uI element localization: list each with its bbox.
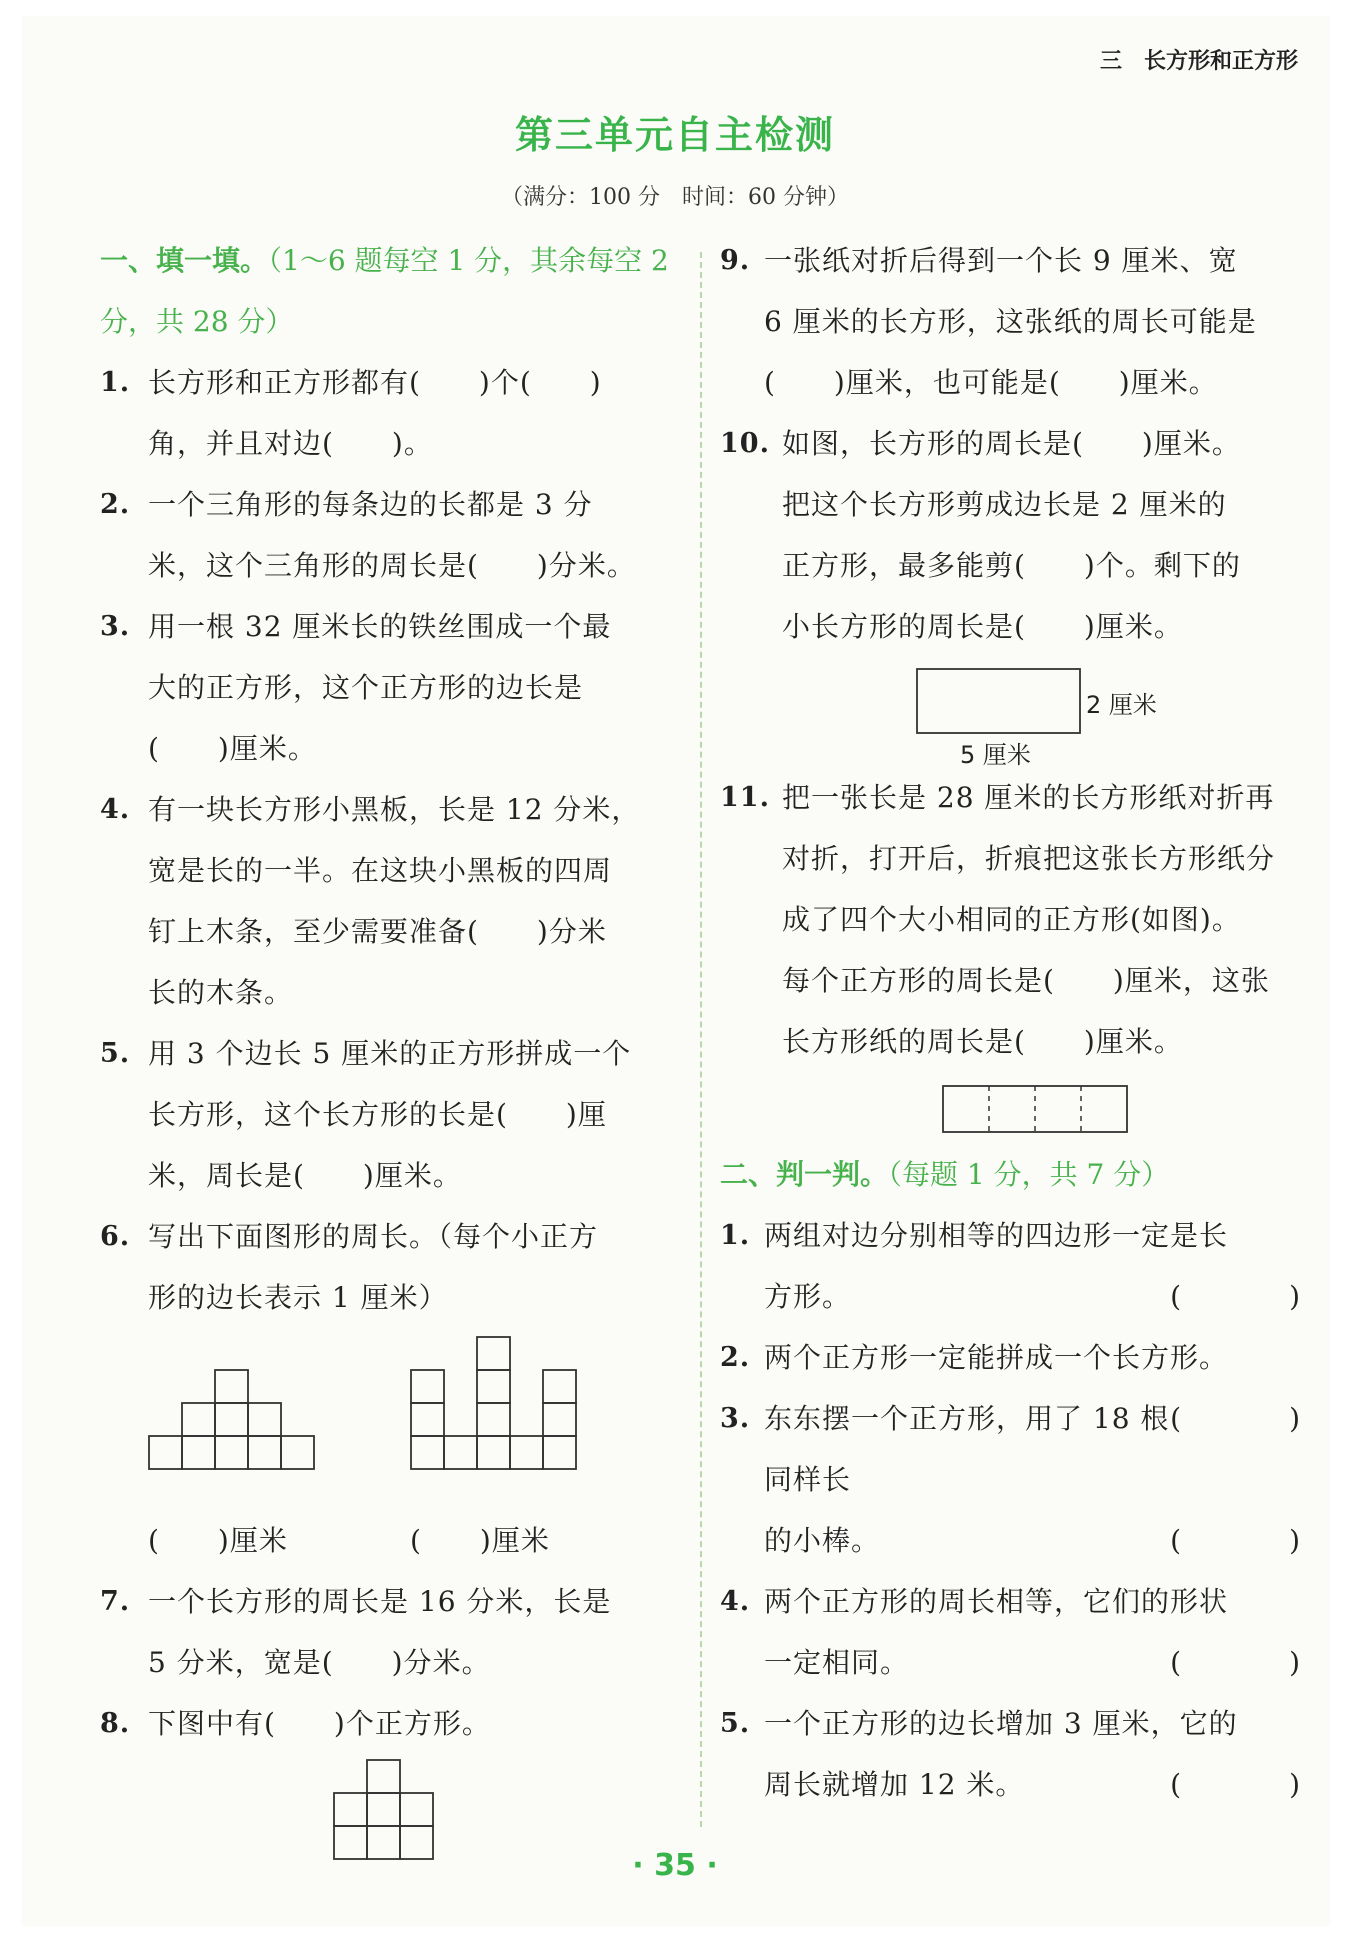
question-number: 1. bbox=[720, 1220, 751, 1251]
question-line: 把这个长方形剪成边长是 2 厘米的 bbox=[782, 488, 1227, 521]
question-9 bbox=[720, 230, 1300, 413]
page-number: · 35 · bbox=[632, 1848, 718, 1883]
column-divider bbox=[700, 252, 702, 1827]
question-line: 一张纸对折后得到一个长 9 厘米、宽 bbox=[764, 244, 1238, 277]
answer-parentheses[interactable]: ( ) bbox=[1170, 1524, 1340, 1557]
question-number: 6. bbox=[100, 1221, 131, 1252]
question-line: 对折，打开后，折痕把这张长方形纸分 bbox=[782, 842, 1276, 875]
question-line: 把一张长是 28 厘米的长方形纸对折再 bbox=[782, 781, 1275, 814]
question-line: 6 厘米的长方形，这张纸的周长可能是 bbox=[764, 305, 1257, 338]
q6-answers bbox=[100, 1510, 685, 1571]
question-line: 用一根 32 厘米长的铁丝围成一个最 bbox=[148, 610, 612, 643]
question-line: 米，周长是( )厘米。 bbox=[148, 1159, 462, 1192]
question-line: 两组对边分别相等的四边形一定是长 bbox=[764, 1219, 1229, 1252]
question-line: 用 3 个边长 5 厘米的正方形拼成一个 bbox=[148, 1037, 632, 1070]
q6-grid-figures bbox=[100, 1328, 685, 1510]
question-line: ( )厘米，也可能是( )厘米。 bbox=[764, 366, 1218, 399]
left-column bbox=[100, 230, 685, 1874]
question-line: 周长就增加 12 米。 ( ) bbox=[764, 1754, 1300, 1815]
question-line: 方形。 ( ) bbox=[764, 1266, 1300, 1327]
q10-figure bbox=[720, 657, 1300, 767]
question-line: 每个正方形的周长是( )厘米，这张 bbox=[782, 964, 1270, 997]
question-5 bbox=[100, 1023, 685, 1206]
question-line: 的小棒。 ( ) bbox=[764, 1510, 1300, 1571]
question-line: 正方形，最多能剪( )个。剩下的 bbox=[782, 549, 1241, 582]
question-line: 两个正方形一定能拼成一个长方形。 bbox=[764, 1341, 1229, 1374]
judge-question-2 bbox=[720, 1327, 1340, 1435]
q10-width-label: 5 厘米 bbox=[960, 741, 1031, 769]
question-line: 长的木条。 bbox=[148, 976, 294, 1009]
question-line: 下图中有( )个正方形。 bbox=[148, 1707, 491, 1740]
question-line: 形的边长表示 1 厘米） bbox=[148, 1281, 448, 1314]
question-line: 成了四个大小相同的正方形(如图)。 bbox=[782, 903, 1241, 936]
question-line: 小长方形的周长是( )厘米。 bbox=[782, 610, 1183, 643]
question-number: 2. bbox=[100, 489, 131, 520]
question-line: 一定相同。 ( ) bbox=[764, 1632, 1300, 1693]
question-line: 角，并且对边( )。 bbox=[148, 427, 433, 460]
question-line: 宽是长的一半。在这块小黑板的四周 bbox=[148, 854, 613, 887]
question-number: 7. bbox=[100, 1586, 131, 1617]
question-number: 2. bbox=[720, 1342, 751, 1373]
question-line: 钉上木条，至少需要准备( )分米 bbox=[148, 915, 607, 948]
q11-folded-paper bbox=[720, 1072, 1300, 1144]
q6-figures bbox=[100, 1328, 685, 1510]
judge-question-1 bbox=[720, 1205, 1340, 1327]
page-title: 第三单元自主检测 bbox=[514, 113, 835, 157]
question-number: 10. bbox=[720, 428, 770, 459]
question-number: 5. bbox=[720, 1708, 751, 1739]
judge-question-3 bbox=[720, 1388, 1340, 1571]
section-fill-in-heading bbox=[100, 230, 685, 352]
q11-figure bbox=[720, 1072, 1300, 1144]
q10-height-label: 2 厘米 bbox=[1086, 691, 1157, 719]
question-2 bbox=[100, 474, 685, 596]
section-true-false-heading bbox=[720, 1144, 1300, 1205]
judge-question-4 bbox=[720, 1571, 1340, 1693]
question-3 bbox=[100, 596, 685, 779]
answer-parentheses[interactable]: ( ) bbox=[1170, 1646, 1340, 1679]
question-6 bbox=[100, 1206, 685, 1328]
question-line: 写出下面图形的周长。（每个小正方 bbox=[148, 1220, 599, 1253]
judge-question-5 bbox=[720, 1693, 1340, 1815]
q6-answer-left: ( )厘米 bbox=[148, 1524, 288, 1557]
question-number: 11. bbox=[720, 782, 770, 813]
question-line: ( )厘米。 bbox=[148, 732, 317, 765]
exam-info: （满分：100 分 时间：60 分钟） bbox=[501, 185, 849, 210]
question-number: 8. bbox=[100, 1708, 131, 1739]
question-4 bbox=[100, 779, 685, 1023]
question-line: 一个三角形的每条边的长都是 3 分 bbox=[148, 488, 593, 521]
q6-answer-right: ( )厘米 bbox=[410, 1524, 550, 1557]
question-line: 东东摆一个正方形，用了 18 根同样长 bbox=[764, 1402, 1170, 1496]
chapter-header: 三 长方形和正方形 bbox=[1099, 49, 1298, 74]
question-line: 两个正方形的周长相等，它们的形状 bbox=[764, 1585, 1229, 1618]
question-number: 4. bbox=[100, 794, 131, 825]
question-line: 有一块长方形小黑板，长是 12 分米， bbox=[148, 793, 641, 826]
answer-parentheses[interactable]: ( ) bbox=[1170, 1280, 1340, 1313]
question-7 bbox=[100, 1571, 685, 1693]
question-line: 大的正方形，这个正方形的边长是 bbox=[148, 671, 584, 704]
question-8 bbox=[100, 1693, 685, 1754]
question-number: 1. bbox=[100, 367, 131, 398]
question-1 bbox=[100, 352, 685, 474]
question-line: 米，这个三角形的周长是( )分米。 bbox=[148, 549, 636, 582]
question-number: 9. bbox=[720, 245, 751, 276]
section-title: 一、填一填。 bbox=[100, 244, 269, 277]
question-11 bbox=[720, 767, 1300, 1072]
question-line: 长方形和正方形都有( )个( ) bbox=[148, 366, 602, 399]
section-note: （1～6 题每空 1 分，其余每空 2 分，共 28 分） bbox=[100, 244, 669, 338]
question-10 bbox=[720, 413, 1300, 657]
question-line: 5 分米，宽是( )分米。 bbox=[148, 1646, 491, 1679]
question-number: 3. bbox=[720, 1403, 751, 1434]
question-line: 长方形纸的周长是( )厘米。 bbox=[782, 1025, 1183, 1058]
section-title: 二、判一判。 bbox=[720, 1158, 889, 1191]
question-line: 一个长方形的周长是 16 分米，长是 bbox=[148, 1585, 612, 1618]
question-number: 4. bbox=[720, 1586, 751, 1617]
question-number: 3. bbox=[100, 611, 131, 642]
answer-parentheses[interactable]: ( ) bbox=[1170, 1768, 1340, 1801]
question-line: 长方形，这个长方形的长是( )厘 bbox=[148, 1098, 607, 1131]
answer-parentheses[interactable]: ( ) bbox=[1170, 1402, 1340, 1435]
question-line: 如图，长方形的周长是( )厘米。 bbox=[782, 427, 1241, 460]
question-number: 5. bbox=[100, 1038, 131, 1069]
section-note: （每题 1 分，共 7 分） bbox=[888, 1158, 1170, 1191]
question-line: 一个正方形的边长增加 3 厘米，它的 bbox=[764, 1707, 1238, 1740]
right-column bbox=[720, 230, 1340, 1815]
